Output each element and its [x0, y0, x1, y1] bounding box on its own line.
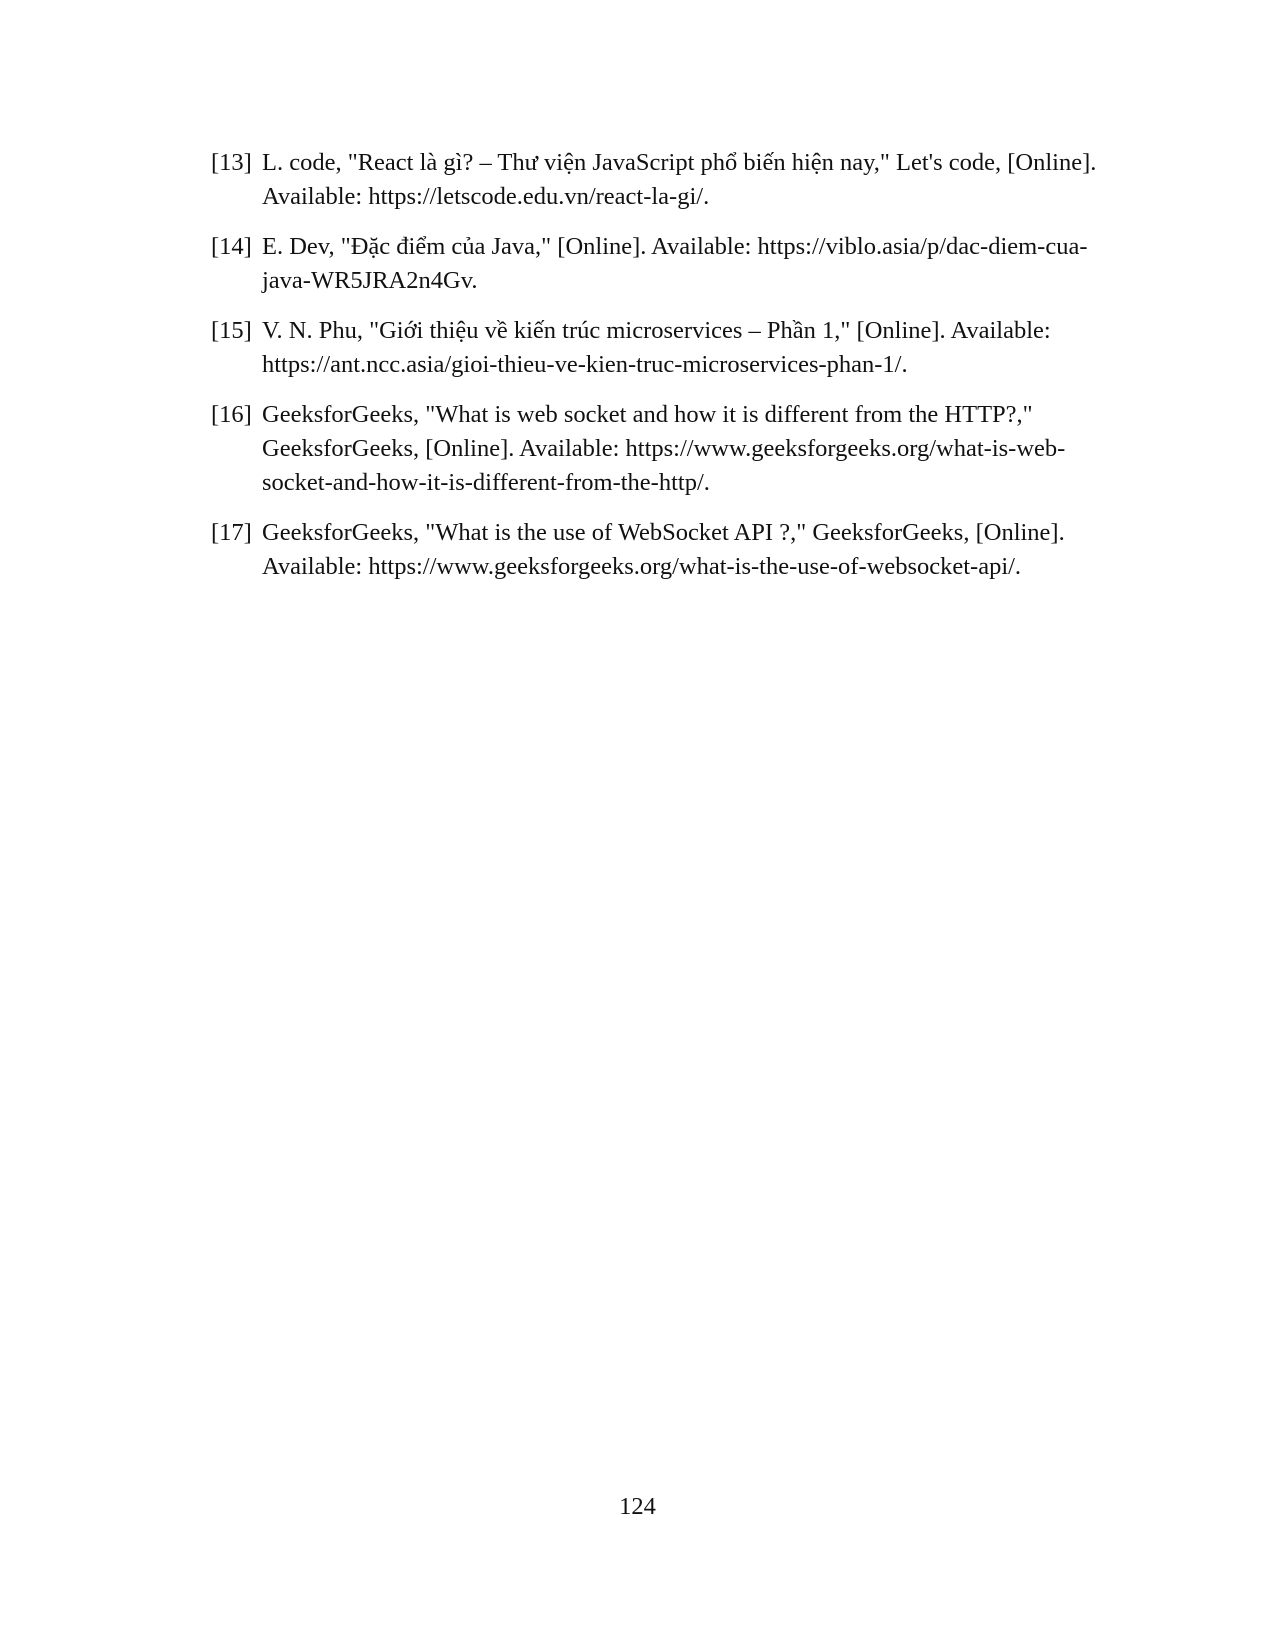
reference-number: [17]: [211, 519, 252, 546]
reference-entry-13: [211, 146, 1131, 214]
reference-number: [13]: [211, 149, 252, 176]
reference-text: GeeksforGeeks, "What is web socket and how it is different from the HTTP?," GeeksforGeeks, [Online]. Available: https://www.geeksforgeeks.org/what-is-web-socket-and-how-it-is-different-from-the-http/.: [262, 401, 1066, 496]
reference-number: [15]: [211, 317, 252, 344]
reference-entry-15: [211, 314, 1131, 382]
page-number: 124: [619, 1493, 656, 1520]
reference-entry-14: [211, 230, 1131, 298]
reference-number: [16]: [211, 401, 252, 428]
reference-text: GeeksforGeeks, "What is the use of WebSocket API ?," GeeksforGeeks, [Online]. Available: https://www.geeksforgeeks.org/what-is-the-use-of-websocket-api/.: [262, 519, 1065, 580]
reference-number: [14]: [211, 233, 252, 260]
reference-text: L. code, "React là gì? – Thư viện JavaScript phổ biến hiện nay," Let's code, [Online]. Available: https://letscode.edu.vn/react-la-gi/.: [262, 149, 1097, 210]
reference-text: E. Dev, "Đặc điểm của Java," [Online]. Available: https://viblo.asia/p/dac-diem-cua-java-WR5JRA2n4Gv.: [262, 233, 1088, 294]
reference-text: V. N. Phu, "Giới thiệu về kiến trúc microservices – Phần 1," [Online]. Available: https://ant.ncc.asia/gioi-thieu-ve-kien-truc-microservices-phan-1/.: [262, 317, 1051, 378]
reference-list: [211, 146, 1131, 600]
reference-entry-16: [211, 398, 1131, 500]
reference-entry-17: [211, 516, 1131, 584]
